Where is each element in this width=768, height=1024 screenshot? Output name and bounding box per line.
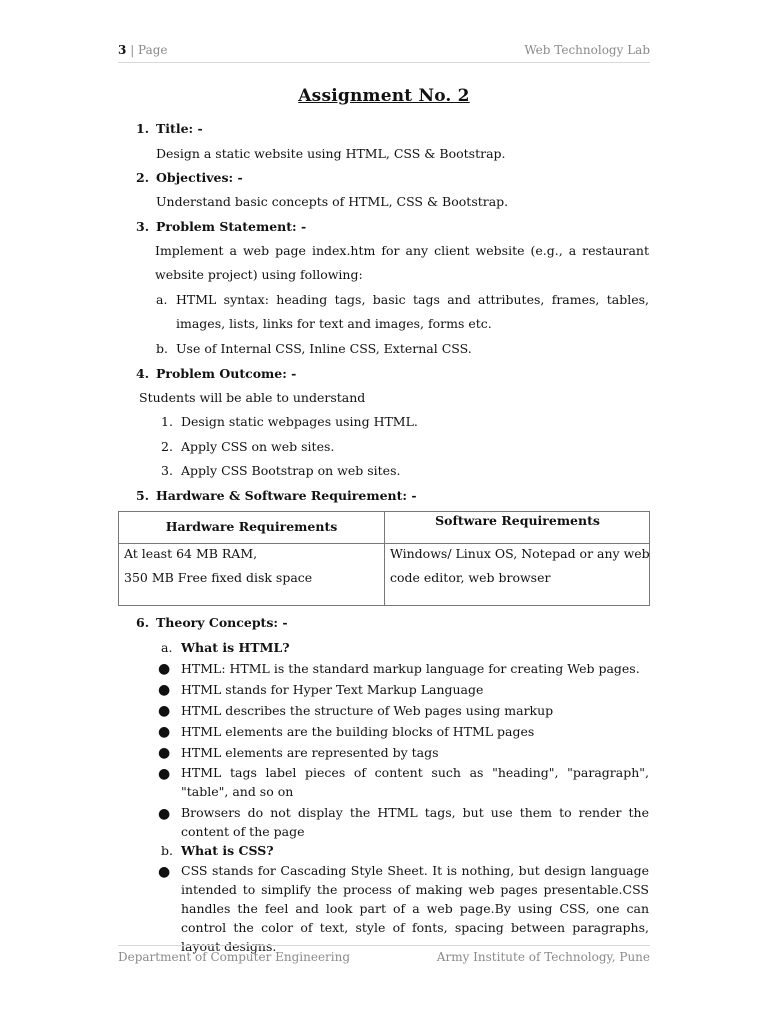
section-3-item-b-marker: b. (156, 341, 168, 356)
hardware-line-2: 350 MB Free fixed disk space (124, 570, 313, 585)
html-bullet-2: HTML stands for Hyper Text Markup Language (181, 682, 484, 697)
theory-b-marker: b. (161, 843, 173, 858)
bullet-icon: ● (158, 745, 171, 761)
bullet-icon: ● (158, 682, 171, 698)
bullet-icon: ● (158, 766, 171, 782)
software-line-2: code editor, web browser (390, 570, 551, 585)
html-bullet-5: HTML elements are represented by tags (181, 745, 439, 760)
html-bullet-4: HTML elements are the building blocks of HTML pages (181, 724, 535, 739)
section-2-heading: Objectives: - (156, 170, 243, 185)
theory-a-marker: a. (161, 640, 173, 655)
bullet-icon: ● (158, 661, 171, 677)
hardware-line-1: At least 64 MB RAM, (124, 546, 258, 561)
outcome-2-marker: 2. (161, 439, 173, 454)
footer-institute: Army Institute of Technology, Pune (436, 950, 650, 964)
section-3-heading: Problem Statement: - (156, 219, 307, 234)
css-bullet-1: CSS stands for Cascading Style Sheet. It is nothing, but design language intended to simplify the process of making web pages presentable.CSS handles the feel and look part of a web page.By using CSS, one can control the color of text, style of fonts, spacing between paragraphs, layout designs. (181, 863, 649, 954)
html-bullet-6: HTML tags label pieces of content such as "heading", "paragraph", "table", and so on (181, 765, 649, 799)
section-1-number: 1. (136, 121, 150, 136)
header-course-title: Web Technology Lab (524, 43, 650, 57)
section-2-number: 2. (136, 170, 150, 185)
section-3-item-a-marker: a. (156, 292, 168, 307)
section-3-text: Implement a web page index.htm for any client website (e.g., a restaurant website project) using following: (155, 243, 649, 282)
section-4-number: 4. (136, 366, 150, 381)
theory-b-heading: What is CSS? (181, 843, 274, 858)
page-header (118, 42, 650, 63)
html-bullet-3: HTML describes the structure of Web pages using markup (181, 703, 554, 718)
section-4-heading: Problem Outcome: - (156, 366, 297, 381)
section-3-number: 3. (136, 219, 150, 234)
assignment-title: Assignment No. 2 (298, 86, 470, 106)
section-1-text: Design a static website using HTML, CSS & Bootstrap. (156, 146, 506, 161)
section-3-item-b-text: Use of Internal CSS, Inline CSS, External CSS. (176, 341, 472, 356)
section-5-number: 5. (136, 488, 150, 503)
bullet-icon: ● (158, 724, 171, 740)
section-4-intro: Students will be able to understand (139, 390, 366, 405)
bullet-icon: ● (158, 864, 171, 880)
page-footer (118, 945, 650, 968)
page-number-label (118, 43, 168, 57)
section-6-heading: Theory Concepts: - (156, 615, 288, 630)
page-number: 3 (118, 43, 127, 57)
outcome-1-text: Design static webpages using HTML. (181, 414, 418, 429)
html-bullet-7: Browsers do not display the HTML tags, but use them to render the content of the page (181, 805, 649, 839)
outcome-3-marker: 3. (161, 463, 173, 478)
html-bullet-1: HTML: HTML is the standard markup language for creating Web pages. (181, 661, 640, 676)
bullet-icon: ● (158, 806, 171, 822)
hardware-header: Hardware Requirements (165, 519, 338, 534)
section-2-text: Understand basic concepts of HTML, CSS & Bootstrap. (156, 194, 509, 209)
outcome-1-marker: 1. (161, 414, 173, 429)
theory-a-heading: What is HTML? (181, 640, 290, 655)
bullet-icon: ● (158, 703, 171, 719)
table-header-divider (119, 543, 649, 544)
requirements-table (118, 511, 650, 606)
footer-department: Department of Computer Engineering (118, 950, 351, 964)
outcome-2-text: Apply CSS on web sites. (181, 439, 335, 454)
page-word: | Page (130, 43, 168, 57)
software-header: Software Requirements (435, 513, 600, 528)
section-1-heading: Title: - (156, 121, 203, 136)
section-5-heading: Hardware & Software Requirement: - (156, 488, 417, 503)
section-6-number: 6. (136, 615, 150, 630)
outcome-3-text: Apply CSS Bootstrap on web sites. (181, 463, 401, 478)
section-3-item-a-text: HTML syntax: heading tags, basic tags and attributes, frames, tables, images, lists, links for text and images, forms etc. (176, 292, 649, 331)
software-line-1: Windows/ Linux OS, Notepad or any web (390, 546, 650, 561)
